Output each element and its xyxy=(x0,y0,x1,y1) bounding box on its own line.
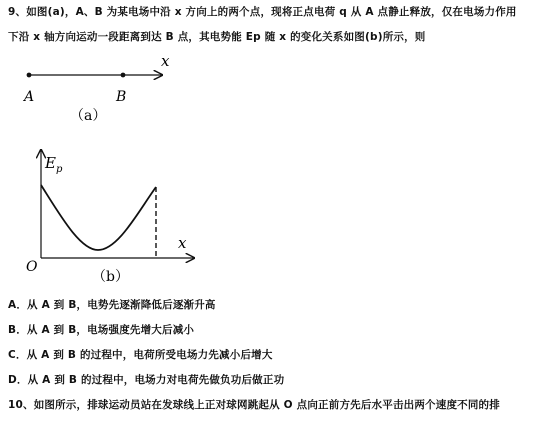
figure-b-origin: O xyxy=(26,259,38,275)
figure-a-point-b-label: B xyxy=(116,89,127,105)
figure-b-caption: （b） xyxy=(92,269,129,285)
q9-option-b: B．从 A 到 B，电场强度先增大后减小 xyxy=(8,324,195,336)
ep-curve xyxy=(41,185,156,250)
figure-b-y-label: E xyxy=(45,154,56,172)
figure-b-x-label: x xyxy=(178,234,187,252)
figure-a-point-a-label: A xyxy=(24,89,35,105)
figure-b-y-label-subscript: p xyxy=(56,164,63,175)
q10-stem-line-1: 10、如图所示，排球运动员站在发球线上正对球网跳起从 O 点向正前方先后水平击出两个速度不同的排 xyxy=(8,399,500,411)
point-a-dot xyxy=(27,73,32,78)
q9-option-a: A．从 A 到 B，电势先逐渐降低后逐渐升高 xyxy=(8,299,216,311)
q9-stem-line-2: 下沿 x 轴方向运动一段距离到达 B 点，其电势能 Ep 随 x 的变化关系如图(b)所示，则 xyxy=(8,31,426,43)
q9-stem-line-1: 9、如图(a)，A、B 为某电场中沿 x 方向上的两个点，现将正点电荷 q 从 A 点静止释放，仅在电场力作用 xyxy=(8,6,517,18)
figure-b xyxy=(26,150,194,285)
figure-a-axis-label: x xyxy=(161,52,170,70)
q9-option-c: C．从 A 到 B 的过程中，电荷所受电场力先减小后增大 xyxy=(8,349,273,361)
point-b-dot xyxy=(121,73,126,78)
figure-a-caption: （a） xyxy=(70,108,107,124)
figure-a xyxy=(22,52,170,124)
q9-option-d: D．从 A 到 B 的过程中，电场力对电荷先做负功后做正功 xyxy=(8,374,285,386)
